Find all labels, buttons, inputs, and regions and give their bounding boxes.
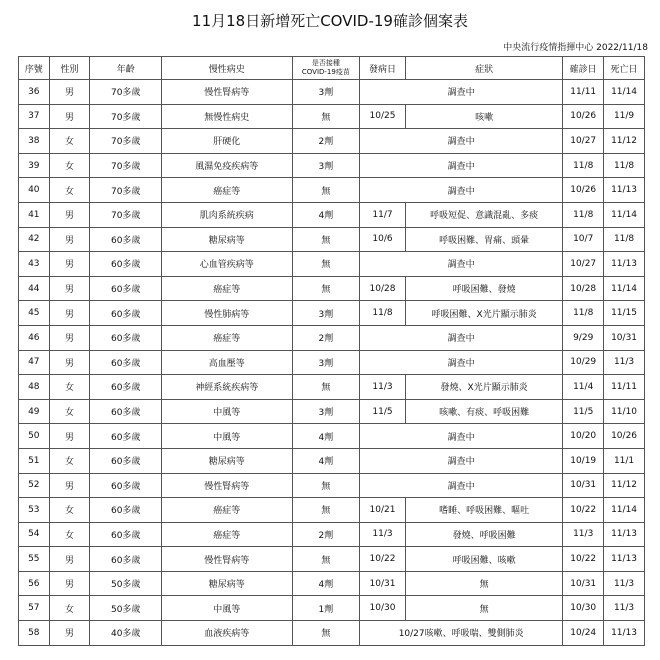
cell-seq: 50 — [19, 424, 50, 449]
cell-diagnosis-date: 11/5 — [563, 399, 604, 424]
cell-death-date: 11/12 — [604, 473, 645, 498]
cell-diagnosis-date: 10/24 — [563, 621, 604, 646]
cell-seq: 56 — [19, 571, 50, 596]
cell-history: 中風等 — [161, 399, 292, 424]
cell-sex: 男 — [49, 301, 90, 326]
cell-diagnosis-date: 10/26 — [563, 178, 604, 203]
cell-diagnosis-date: 9/29 — [563, 325, 604, 350]
cell-history: 風濕免疫疾病等 — [161, 153, 292, 178]
cell-death-date: 10/31 — [604, 325, 645, 350]
cell-death-date: 11/8 — [604, 227, 645, 252]
table-row — [19, 547, 645, 572]
cell-symptom: 咳嗽、有痰、呼吸困難 — [406, 399, 563, 424]
table-row — [19, 80, 645, 105]
cell-onset: 11/7 — [360, 202, 406, 227]
cell-vaccination: 4劑 — [292, 448, 359, 473]
cell-seq: 46 — [19, 325, 50, 350]
cell-sex: 男 — [49, 571, 90, 596]
cell-seq: 49 — [19, 399, 50, 424]
cell-symptom: 無 — [406, 596, 563, 621]
cell-seq: 42 — [19, 227, 50, 252]
cell-history: 慢性腎病等 — [161, 547, 292, 572]
cell-symptom: 調查中 — [360, 350, 563, 375]
cell-symptom: 無 — [406, 571, 563, 596]
cell-symptom: 調查中 — [360, 448, 563, 473]
table-row — [19, 325, 645, 350]
cell-sex: 男 — [49, 202, 90, 227]
cell-sex: 女 — [49, 399, 90, 424]
table-row — [19, 104, 645, 129]
cell-sex: 男 — [49, 227, 90, 252]
cell-diagnosis-date: 11/3 — [563, 522, 604, 547]
header-seq: 序號 — [19, 57, 50, 80]
cell-death-date: 11/13 — [604, 252, 645, 277]
table-row — [19, 498, 645, 523]
cell-age: 60多歲 — [90, 375, 161, 400]
cell-diagnosis-date: 10/22 — [563, 498, 604, 523]
cell-diagnosis-date: 10/20 — [563, 424, 604, 449]
table-row — [19, 596, 645, 621]
cell-death-date: 11/14 — [604, 498, 645, 523]
cell-diagnosis-date: 11/4 — [563, 375, 604, 400]
cell-diagnosis-date: 10/31 — [563, 571, 604, 596]
cell-sex: 男 — [49, 252, 90, 277]
cell-age: 50多歲 — [90, 596, 161, 621]
cell-sex: 女 — [49, 375, 90, 400]
cell-vaccination: 2劑 — [292, 325, 359, 350]
cell-age: 70多歲 — [90, 80, 161, 105]
cell-age: 70多歲 — [90, 129, 161, 154]
cell-onset: 10/25 — [360, 104, 406, 129]
cell-death-date: 11/9 — [604, 104, 645, 129]
cell-onset: 10/31 — [360, 571, 406, 596]
cell-death-date: 11/15 — [604, 301, 645, 326]
cell-symptom: 調查中 — [360, 129, 563, 154]
cell-history: 肝硬化 — [161, 129, 292, 154]
cell-age: 60多歲 — [90, 276, 161, 301]
cell-vaccination: 無 — [292, 375, 359, 400]
cell-seq: 47 — [19, 350, 50, 375]
cell-diagnosis-date: 11/8 — [563, 301, 604, 326]
cell-death-date: 11/11 — [604, 375, 645, 400]
cell-symptom: 咳嗽 — [406, 104, 563, 129]
cell-vaccination: 無 — [292, 252, 359, 277]
table-row — [19, 227, 645, 252]
table-row — [19, 571, 645, 596]
cell-symptom: 呼吸困難、咳嗽 — [406, 547, 563, 572]
cell-seq: 51 — [19, 448, 50, 473]
cell-diagnosis-date: 10/22 — [563, 547, 604, 572]
cell-sex: 男 — [49, 104, 90, 129]
table-body — [19, 80, 645, 646]
cell-vaccination: 3劑 — [292, 80, 359, 105]
cell-symptom: 調查中 — [360, 153, 563, 178]
cell-symptom: 呼吸困難、發燒 — [406, 276, 563, 301]
cell-history: 癌症等 — [161, 276, 292, 301]
cell-history: 糖尿病等 — [161, 227, 292, 252]
cell-symptom: 呼吸短促、意識混亂、多痰 — [406, 202, 563, 227]
cell-history: 糖尿病等 — [161, 448, 292, 473]
cell-onset: 10/30 — [360, 596, 406, 621]
cell-vaccination: 2劑 — [292, 522, 359, 547]
cell-history: 糖尿病等 — [161, 571, 292, 596]
cell-sex: 男 — [49, 325, 90, 350]
cell-death-date: 11/8 — [604, 153, 645, 178]
cell-history: 癌症等 — [161, 522, 292, 547]
cell-sex: 女 — [49, 498, 90, 523]
cell-seq: 45 — [19, 301, 50, 326]
cell-symptom: 發燒、呼吸困難 — [406, 522, 563, 547]
cell-age: 70多歲 — [90, 104, 161, 129]
header-diagnosis-date: 確診日 — [563, 57, 604, 80]
cell-history: 高血壓等 — [161, 350, 292, 375]
cell-age: 70多歲 — [90, 202, 161, 227]
header-vaccination-line1: 是否接種 — [311, 59, 340, 67]
cell-vaccination: 無 — [292, 621, 359, 646]
table-row — [19, 375, 645, 400]
cell-death-date: 11/10 — [604, 399, 645, 424]
cell-diagnosis-date: 10/26 — [563, 104, 604, 129]
cell-diagnosis-date: 11/11 — [563, 80, 604, 105]
cell-age: 60多歲 — [90, 350, 161, 375]
cell-symptom: 呼吸困難、胃痛、頭暈 — [406, 227, 563, 252]
table-row — [19, 621, 645, 646]
source-date: 中央流行疫情指揮中心 2022/11/18 — [503, 43, 648, 53]
cell-age: 50多歲 — [90, 571, 161, 596]
cell-age: 60多歲 — [90, 498, 161, 523]
cell-history: 中風等 — [161, 424, 292, 449]
cell-death-date: 11/3 — [604, 350, 645, 375]
cell-seq: 43 — [19, 252, 50, 277]
cell-sex: 女 — [49, 448, 90, 473]
table-row — [19, 202, 645, 227]
cell-onset: 11/3 — [360, 522, 406, 547]
cell-symptom: 10/27咳嗽、呼吸喘、雙側肺炎 — [360, 621, 563, 646]
cell-symptom: 調查中 — [360, 252, 563, 277]
cell-sex: 男 — [49, 424, 90, 449]
table-row — [19, 522, 645, 547]
cell-symptom: 呼吸困難、X光片顯示肺炎 — [406, 301, 563, 326]
table-row — [19, 129, 645, 154]
cell-onset: 11/3 — [360, 375, 406, 400]
cell-death-date: 11/3 — [604, 596, 645, 621]
cell-age: 40多歲 — [90, 621, 161, 646]
cell-age: 60多歲 — [90, 399, 161, 424]
cell-onset: 11/5 — [360, 399, 406, 424]
cell-symptom: 嗜睡、呼吸困難、嘔吐 — [406, 498, 563, 523]
cell-history: 癌症等 — [161, 325, 292, 350]
cell-age: 60多歲 — [90, 448, 161, 473]
cell-death-date: 11/13 — [604, 547, 645, 572]
cell-vaccination: 3劑 — [292, 153, 359, 178]
cell-sex: 男 — [49, 621, 90, 646]
cell-onset: 10/6 — [360, 227, 406, 252]
table-header-row — [19, 57, 645, 80]
cell-seq: 48 — [19, 375, 50, 400]
header-sex: 性別 — [49, 57, 90, 80]
header-vaccination-line2: COVID-19疫苗 — [301, 68, 350, 76]
table-row — [19, 399, 645, 424]
cell-seq: 55 — [19, 547, 50, 572]
cell-history: 無慢性病史 — [161, 104, 292, 129]
cell-death-date: 11/12 — [604, 129, 645, 154]
cell-vaccination: 無 — [292, 276, 359, 301]
cell-symptom: 發燒、X光片顯示肺炎 — [406, 375, 563, 400]
cell-age: 60多歲 — [90, 424, 161, 449]
cell-sex: 男 — [49, 350, 90, 375]
cell-sex: 男 — [49, 547, 90, 572]
cell-diagnosis-date: 11/8 — [563, 153, 604, 178]
header-vaccination — [292, 57, 359, 80]
cell-diagnosis-date: 10/27 — [563, 129, 604, 154]
cell-vaccination: 3劑 — [292, 350, 359, 375]
cell-sex: 女 — [49, 129, 90, 154]
cell-diagnosis-date: 10/30 — [563, 596, 604, 621]
cell-diagnosis-date: 10/27 — [563, 252, 604, 277]
cell-history: 肌肉系統疾病 — [161, 202, 292, 227]
cell-history: 慢性腎病等 — [161, 80, 292, 105]
cell-sex: 女 — [49, 596, 90, 621]
cell-vaccination: 2劑 — [292, 129, 359, 154]
cell-seq: 39 — [19, 153, 50, 178]
cell-death-date: 11/3 — [604, 571, 645, 596]
cell-death-date: 11/14 — [604, 202, 645, 227]
death-cases-table — [18, 56, 645, 646]
cell-seq: 58 — [19, 621, 50, 646]
cell-age: 60多歲 — [90, 252, 161, 277]
cell-seq: 57 — [19, 596, 50, 621]
cell-seq: 52 — [19, 473, 50, 498]
cell-age: 60多歲 — [90, 325, 161, 350]
cell-seq: 54 — [19, 522, 50, 547]
cell-onset: 11/8 — [360, 301, 406, 326]
table-row — [19, 276, 645, 301]
cell-sex: 女 — [49, 522, 90, 547]
cell-vaccination: 無 — [292, 473, 359, 498]
cell-age: 60多歲 — [90, 227, 161, 252]
cell-vaccination: 4劑 — [292, 424, 359, 449]
cell-seq: 40 — [19, 178, 50, 203]
cell-death-date: 11/1 — [604, 448, 645, 473]
cell-vaccination: 3劑 — [292, 301, 359, 326]
cell-diagnosis-date: 10/7 — [563, 227, 604, 252]
cell-sex: 男 — [49, 276, 90, 301]
cell-diagnosis-date: 10/19 — [563, 448, 604, 473]
cell-sex: 男 — [49, 473, 90, 498]
cell-symptom: 調查中 — [360, 325, 563, 350]
cell-seq: 38 — [19, 129, 50, 154]
table-row — [19, 448, 645, 473]
table-row — [19, 350, 645, 375]
cell-seq: 41 — [19, 202, 50, 227]
cell-age: 60多歲 — [90, 301, 161, 326]
cell-history: 心血管疾病等 — [161, 252, 292, 277]
cell-age: 70多歲 — [90, 178, 161, 203]
cell-vaccination: 1劑 — [292, 596, 359, 621]
cell-history: 神經系統疾病等 — [161, 375, 292, 400]
document-title: 11月18日新增死亡COVID-19確診個案表 — [192, 12, 468, 30]
cell-vaccination: 4劑 — [292, 571, 359, 596]
header-history: 慢性病史 — [161, 57, 292, 80]
cell-age: 60多歲 — [90, 522, 161, 547]
table-row — [19, 178, 645, 203]
cell-history: 血液疾病等 — [161, 621, 292, 646]
cell-vaccination: 3劑 — [292, 399, 359, 424]
cell-vaccination: 無 — [292, 498, 359, 523]
cell-age: 60多歲 — [90, 473, 161, 498]
cell-death-date: 11/13 — [604, 522, 645, 547]
cell-seq: 53 — [19, 498, 50, 523]
cell-vaccination: 無 — [292, 104, 359, 129]
header-death-date: 死亡日 — [604, 57, 645, 80]
cell-sex: 男 — [49, 80, 90, 105]
cell-history: 慢性肺病等 — [161, 301, 292, 326]
cell-seq: 44 — [19, 276, 50, 301]
header-age: 年齡 — [90, 57, 161, 80]
header-symptom: 症狀 — [406, 57, 563, 80]
table-row — [19, 301, 645, 326]
cell-vaccination: 無 — [292, 227, 359, 252]
cell-seq: 37 — [19, 104, 50, 129]
cell-vaccination: 無 — [292, 178, 359, 203]
cell-age: 70多歲 — [90, 153, 161, 178]
cell-diagnosis-date: 10/29 — [563, 350, 604, 375]
table-row — [19, 424, 645, 449]
cell-onset: 10/28 — [360, 276, 406, 301]
cell-vaccination: 4劑 — [292, 202, 359, 227]
cell-history: 癌症等 — [161, 498, 292, 523]
cell-death-date: 10/26 — [604, 424, 645, 449]
cell-death-date: 11/14 — [604, 276, 645, 301]
table-row — [19, 153, 645, 178]
cell-symptom: 調查中 — [360, 80, 563, 105]
cell-diagnosis-date: 10/28 — [563, 276, 604, 301]
table-row — [19, 252, 645, 277]
cell-death-date: 11/13 — [604, 621, 645, 646]
table-row — [19, 473, 645, 498]
cell-symptom: 調查中 — [360, 424, 563, 449]
cell-history: 慢性腎病等 — [161, 473, 292, 498]
cell-onset: 10/21 — [360, 498, 406, 523]
cell-vaccination: 無 — [292, 547, 359, 572]
cell-sex: 女 — [49, 153, 90, 178]
cell-death-date: 11/14 — [604, 80, 645, 105]
cell-sex: 女 — [49, 178, 90, 203]
cell-diagnosis-date: 11/8 — [563, 202, 604, 227]
cell-diagnosis-date: 10/31 — [563, 473, 604, 498]
cell-age: 60多歲 — [90, 547, 161, 572]
cell-history: 中風等 — [161, 596, 292, 621]
cell-symptom: 調查中 — [360, 473, 563, 498]
cell-symptom: 調查中 — [360, 178, 563, 203]
cell-history: 癌症等 — [161, 178, 292, 203]
header-onset: 發病日 — [360, 57, 406, 80]
cell-onset: 10/22 — [360, 547, 406, 572]
cell-death-date: 11/13 — [604, 178, 645, 203]
cell-seq: 36 — [19, 80, 50, 105]
